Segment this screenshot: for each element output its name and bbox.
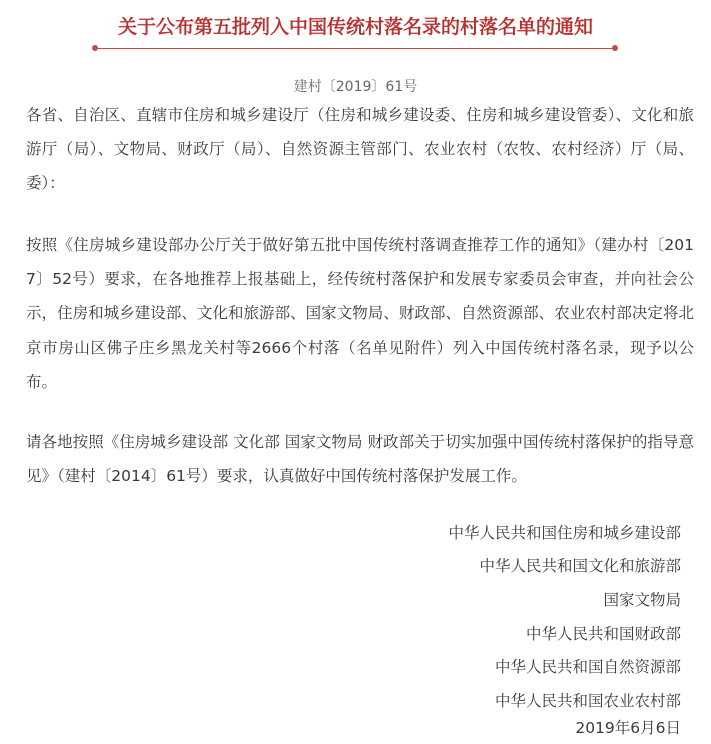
signatory-ministry-culture-tourism: 中华人民共和国文化和旅游部 [479,557,681,575]
underline-left-dot [92,45,98,51]
addressee-paragraph: 各省、自治区、直辖市住房和城乡建设厅（住房和城乡建设委、住房和城乡建设管委）、文化和旅游厅（局）、文物局、财政厅（局）、自然资源主管部门、农业农村（农牧、农村经济）厅（局、委）： [26,106,694,193]
title-underline [96,48,616,49]
signatory-cultural-heritage-admin: 国家文物局 [603,591,681,609]
title-header [0,0,711,60]
underline-right-dot [612,45,618,51]
document-number: 建村〔2019〕61号 [293,79,418,95]
signatory-ministry-natural-resources: 中华人民共和国自然资源部 [494,658,681,676]
body-paragraph-main: 按照《住房城乡建设部办公厅关于做好第五批中国传统村落调查推荐工作的通知》（建办村〔2017〕52号）要求，在各地推荐上报基础上，经传统村落保护和发展专家委员会审查，并向社会公示，住房和城乡建设部、文化和旅游部、国家文物局、财政部、自然资源部、农业农村部决定将北京市房山区佛子庄乡黑龙关村等2666个村落（名单见附件）列入中国传统村落名录，现予以公布。 [26,236,694,391]
signatory-ministry-agriculture: 中华人民共和国农业农村部 [494,692,681,710]
document-date: 2019年6月6日 [575,719,681,737]
document-title: 关于公布第五批列入中国传统村落名录的村落名单的通知 [117,16,593,38]
signatory-ministry-housing: 中华人民共和国住房和城乡建设部 [448,524,681,542]
body-paragraph-request: 请各地按照《住房城乡建设部 文化部 国家文物局 财政部关于切实加强中国传统村落保护的指导意见》（建村〔2014〕61号）要求，认真做好中国传统村落保护发展工作。 [26,433,694,486]
signatory-ministry-finance: 中华人民共和国财政部 [525,625,681,643]
